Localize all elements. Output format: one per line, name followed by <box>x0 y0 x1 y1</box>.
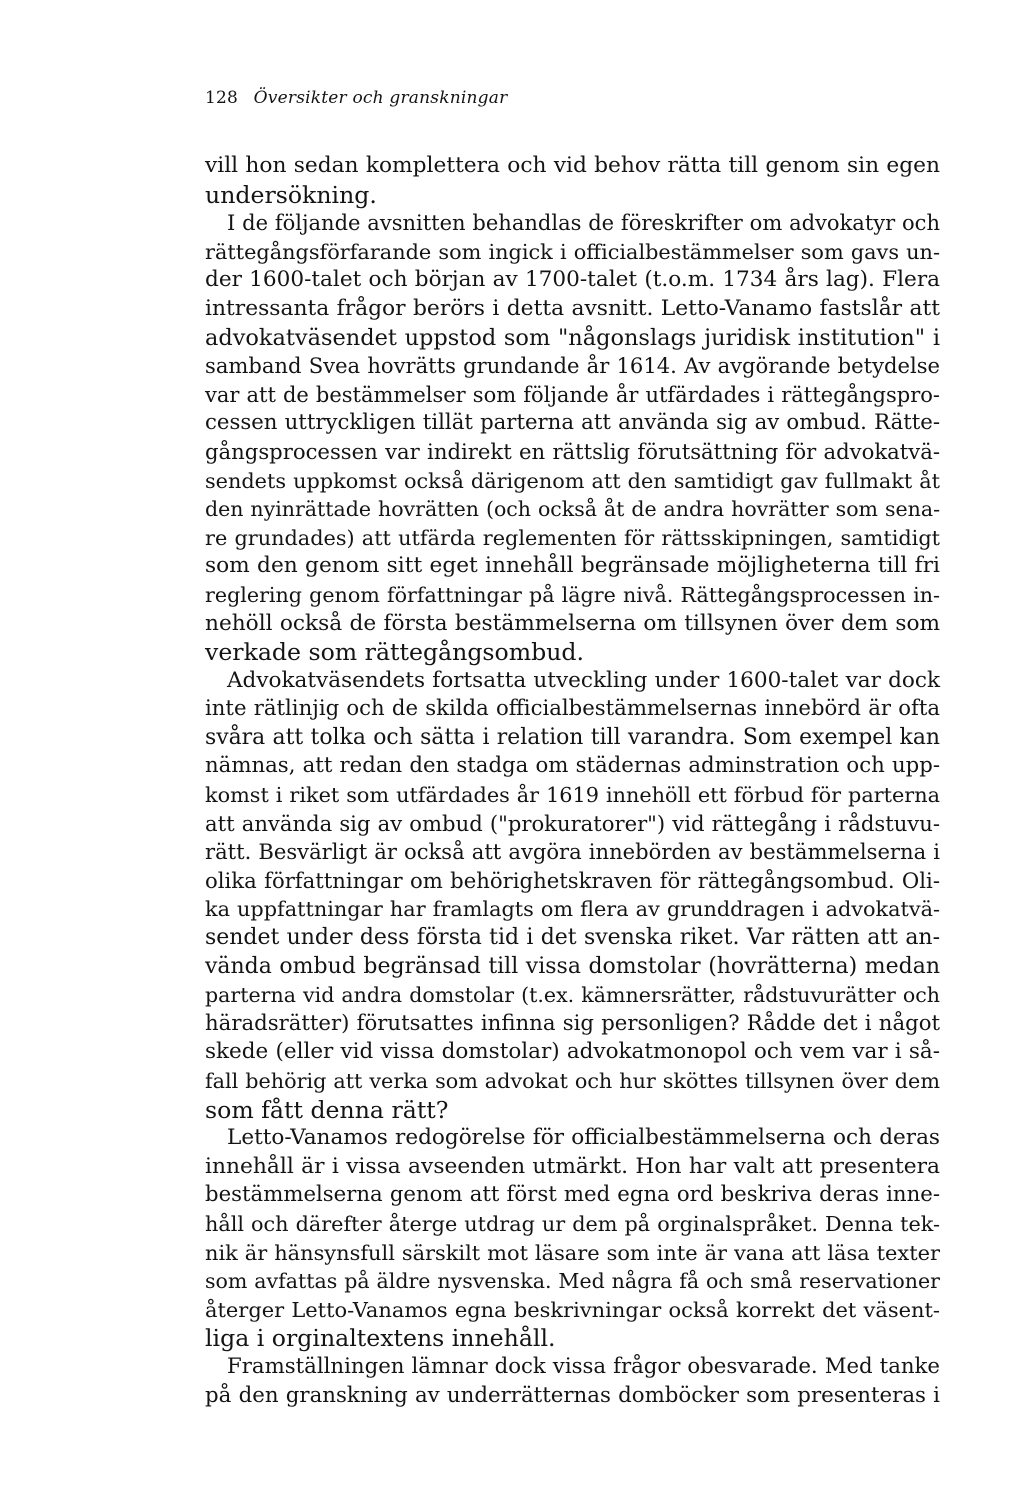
text-line: liga i orginaltextens innehåll. <box>205 1324 556 1353</box>
page-header <box>205 88 507 108</box>
page-number: 128 <box>205 88 239 108</box>
text-line: återger Letto-Vanamos egna beskrivningar också korrekt det väsent- <box>205 1297 940 1322</box>
text-line: nik är hänsynsfull särskilt mot läsare som inte är vana att läsa texter <box>205 1240 940 1265</box>
text-line: att använda sig av ombud ("prokuratorer") vid rättegång i rådstuvu- <box>205 810 940 836</box>
text-line: inte rätlinjig och de skilda officialbestämmelsernas innebörd är ofta <box>205 696 940 722</box>
text-line: intressanta frågor berörs i detta avsnitt. Letto-Vanamo fastslår att <box>205 295 940 321</box>
body-text <box>205 152 940 1410</box>
text-line: reglering genom författningar på lägre nivå. Rättegångsprocessen in- <box>205 582 940 607</box>
text-line: I de följande avsnitten behandlas de föreskrifter om advokatyr och <box>227 210 940 236</box>
text-line: svåra att tolka och sätta i relation till varandra. Som exempel kan <box>205 724 940 750</box>
text-line: som fått denna rätt? <box>205 1095 449 1124</box>
text-line: advokatväsendet uppstod som "någonslags juridisk institution" i <box>205 324 940 351</box>
text-line: olika författningar om behörighetskraven för rättegångsombud. Oli- <box>205 867 940 893</box>
text-line: nehöll också de första bestämmelserna om tillsynen över dem som <box>205 610 940 636</box>
text-line: bestämmelserna genom att först med egna ord beskriva deras inne- <box>205 1182 940 1208</box>
text-line: vill hon sedan komplettera och vid behov rätta till genom sin egen <box>205 153 940 178</box>
text-line: på den granskning av underrätternas domböcker som presenteras i <box>205 1382 940 1408</box>
text-line: häradsrätter) förutsattes infinna sig personligen? Rådde det i något <box>205 1010 940 1036</box>
text-line: Framställningen lämnar dock vissa frågor obesvarade. Med tanke <box>227 1353 940 1379</box>
text-line: undersökning. <box>205 180 377 209</box>
text-line: var att de bestämmelser som följande år utfärdades i rättegångspro- <box>205 382 940 407</box>
text-line: re grundades) att utfärda reglementen för rättsskipningen, samtidigt <box>205 525 940 550</box>
text-line: verkade som rättegångsombud. <box>205 638 585 667</box>
text-line: sendets uppkomst också därigenom att den samtidigt gav fullmakt åt <box>205 468 940 493</box>
text-line: som den genom sitt eget innehåll begränsade möjligheterna till fri <box>205 553 940 579</box>
text-line: skede (eller vid vissa domstolar) advokatmonopol och vem var i så- <box>205 1039 940 1065</box>
text-line: rättegångsförfarande som ingick i officialbestämmelser som gavs un- <box>205 239 940 264</box>
text-line: parterna vid andra domstolar (t.ex. kämnersrätter, rådstuvurätter och <box>205 983 940 1008</box>
text-line: komst i riket som utfärdades år 1619 innehöll ett förbud för parterna <box>205 783 940 808</box>
text-line: cessen uttryckligen tillät parterna att använda sig av ombud. Rätte- <box>205 410 940 436</box>
text-line: rätt. Besvärligt är också att avgöra innebörden av bestämmelserna i <box>205 839 940 865</box>
text-line: som avfattas på äldre nysvenska. Med några få och små reservationer <box>205 1269 940 1294</box>
text-line: Advokatväsendets fortsatta utveckling under 1600-talet var dock <box>227 667 940 693</box>
text-line: der 1600-talet och början av 1700-talet (t.o.m. 1734 års lag). Flera <box>205 267 940 293</box>
text-line: vända ombud begränsad till vissa domstolar (hovrätterna) medan <box>205 953 940 979</box>
text-line: den nyinrättade hovrätten (och också åt de andra hovrätter som sena- <box>205 497 940 522</box>
text-line: gångsprocessen var indirekt en rättslig förutsättning för advokatvä- <box>205 438 940 464</box>
running-title: Översikter och granskningar <box>253 88 508 108</box>
text-line: fall behörig att verka som advokat och hur sköttes tillsynen över dem <box>205 1069 940 1093</box>
text-line: nämnas, att redan den stadga om städernas adminstration och upp- <box>205 753 940 779</box>
text-line: ka uppfattningar har framlagts om flera av grunddragen i advokatvä- <box>205 897 940 922</box>
text-line: Letto-Vanamos redogörelse för officialbestämmelserna och deras <box>227 1125 940 1151</box>
text-line: samband Svea hovrätts grundande år 1614. Av avgörande betydelse <box>205 353 940 379</box>
text-line: innehåll är i vissa avseenden utmärkt. Hon har valt att presentera <box>205 1153 940 1179</box>
text-line: sendet under dess första tid i det svenska riket. Var rätten att an- <box>205 925 940 951</box>
text-line: håll och därefter återge utdrag ur dem på orginalspråket. Denna tek- <box>205 1211 940 1236</box>
